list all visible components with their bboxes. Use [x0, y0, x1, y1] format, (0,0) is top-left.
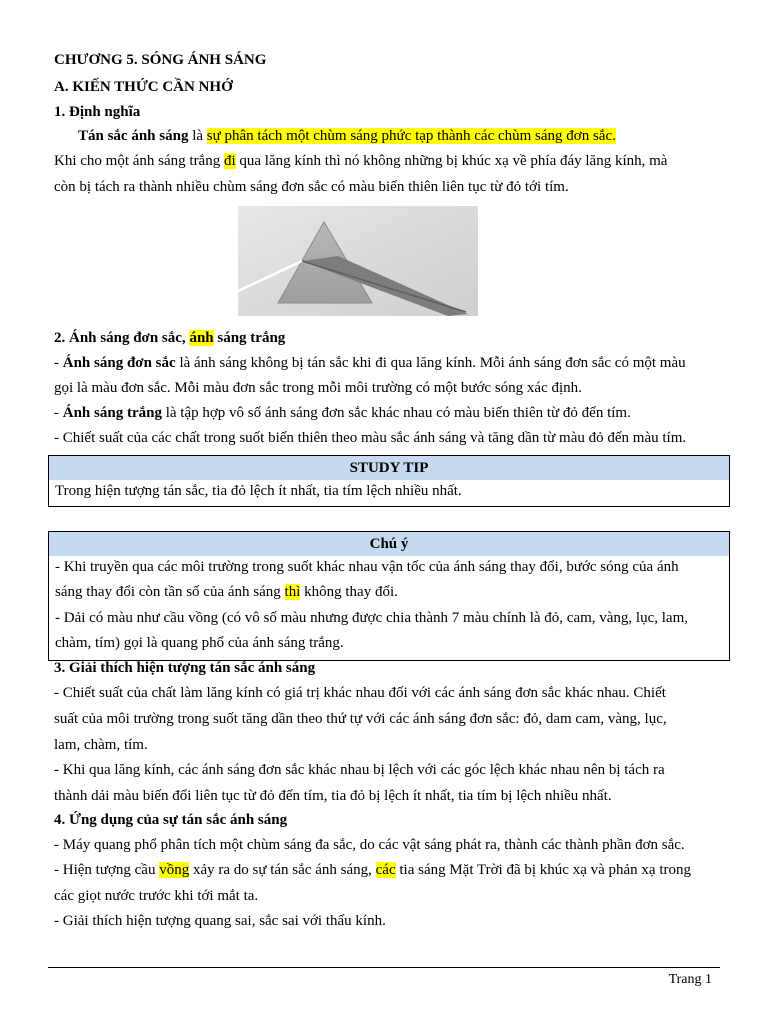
text-run: sáng thay đổi còn tần số của ánh sáng — [55, 584, 285, 600]
paragraph-line: - Khi qua lăng kính, các ánh sáng đơn sắc khác nhau bị lệch với các góc lệch khác nhau nên bị tách ra — [54, 762, 665, 778]
paragraph-line: lam, chàm, tím. — [54, 737, 148, 753]
note-line: - Dải có màu như cầu vồng (có vô số màu nhưng được chia thành 7 màu chính là đỏ, cam, vàng, lục, lam, — [55, 610, 688, 626]
text-run: 2. Ánh sáng đơn sắc, — [54, 330, 190, 346]
definition-connector: là — [188, 128, 207, 144]
note-line: chàm, tím) gọi là quang phổ của ánh sáng trắng. — [55, 635, 344, 651]
paragraph-line — [54, 860, 691, 880]
study-tip-header: STUDY TIP — [48, 455, 730, 481]
note-header: Chú ý — [48, 531, 730, 557]
dash: - — [54, 405, 63, 421]
text-run: - Hiện tượng cầu — [54, 862, 160, 878]
paragraph-line: - Máy quang phổ phân tích một chùm sáng đa sắc, do các vật sáng phát ra, thành các thành phần đơn sắc. — [54, 837, 685, 853]
text-run: là ánh sáng không bị tán sắc khi đi qua lăng kính. Mỗi ánh sáng đơn sắc có một màu — [175, 355, 686, 371]
page-number: Trang 1 — [668, 972, 712, 987]
paragraph-line: các giọt nước trước khi tới mắt ta. — [54, 888, 259, 904]
note-line: - Khi truyền qua các môi trường trong suốt khác nhau vận tốc của ánh sáng thay đổi, bước sóng của ánh — [55, 559, 679, 575]
paragraph-line: suất của môi trường trong suốt tăng dần theo thứ tự với các ánh sáng đơn sắc: đỏ, dam cam, vàng, lục, — [54, 711, 667, 727]
definition-text: sự phân tách một chùm sáng phức tạp thành các chùm sáng đơn sắc. — [206, 128, 616, 144]
paragraph-line: - Chiết suất của các chất trong suốt biến thiên theo màu sắc ánh sáng và tăng dần từ màu đỏ đến màu tím. — [54, 430, 687, 446]
study-tip-body — [48, 480, 730, 507]
text-run: sáng trắng — [213, 330, 286, 346]
paragraph-line — [54, 353, 686, 373]
footer-rule — [48, 967, 720, 968]
text-run: là tập hợp vô số ánh sáng đơn sắc khác nhau có màu biến thiên từ đỏ đến tím. — [161, 405, 631, 421]
chapter-title: CHƯƠNG 5. SÓNG ÁNH SÁNG — [54, 52, 267, 68]
text-run: xảy ra do sự tán sắc ánh sáng, — [189, 862, 376, 878]
paragraph-line — [54, 403, 631, 423]
term: Ánh sáng trắng — [62, 405, 162, 421]
section-3-heading: 3. Giải thích hiện tượng tán sắc ánh sáng — [54, 660, 316, 676]
highlight-run: vồng — [159, 862, 190, 878]
text-run: không thay đổi. — [300, 584, 398, 600]
section-2-heading — [54, 328, 285, 348]
definition-line — [78, 126, 616, 146]
text-run: tia sáng Mặt Trời đã bị khúc xạ và phản xạ trong — [395, 862, 691, 878]
note-body — [48, 556, 730, 661]
dash: - — [54, 355, 63, 371]
highlight-run: đi — [223, 153, 236, 169]
text-run: qua lăng kính thì nó không những bị khúc xạ về phía đáy lăng kính, mà — [235, 153, 668, 169]
section-a-heading: A. KIẾN THỨC CẦN NHỚ — [54, 79, 233, 95]
highlight-run: các — [375, 862, 396, 878]
paragraph-line — [54, 151, 667, 171]
term: Ánh sáng đơn sắc — [62, 355, 176, 371]
study-tip-text: Trong hiện tượng tán sắc, tia đỏ lệch ít nhất, tia tím lệch nhiều nhất. — [55, 483, 462, 499]
paragraph-line: còn bị tách ra thành nhiều chùm sáng đơn sắc có màu biến thiên liên tục từ đỏ tới tím. — [54, 179, 569, 195]
section-4-heading: 4. Ứng dụng của sự tán sắc ánh sáng — [54, 812, 288, 828]
highlight-run: ánh — [189, 330, 214, 346]
note-line — [55, 582, 398, 602]
paragraph-line: - Giải thích hiện tượng quang sai, sắc sai với thấu kính. — [54, 913, 386, 929]
paragraph-line: gọi là màu đơn sắc. Mỗi màu đơn sắc trong mỗi môi trường có một bước sóng xác định. — [54, 380, 582, 396]
text-run: Khi cho một ánh sáng trắng — [54, 153, 224, 169]
definition-term: Tán sắc ánh sáng — [78, 128, 189, 144]
highlight-run: thì — [284, 584, 301, 600]
paragraph-line: - Chiết suất của chất làm lăng kính có giá trị khác nhau đối với các ánh sáng đơn sắc khác nhau. Chiết — [54, 685, 666, 701]
section-1-heading: 1. Định nghĩa — [54, 104, 141, 120]
paragraph-line: thành dải màu biến đổi liên tục từ đỏ đến tím, tia đỏ bị lệch ít nhất, tia tím bị lệch nhiều nhất. — [54, 788, 612, 804]
prism-dispersion-image — [238, 206, 478, 316]
